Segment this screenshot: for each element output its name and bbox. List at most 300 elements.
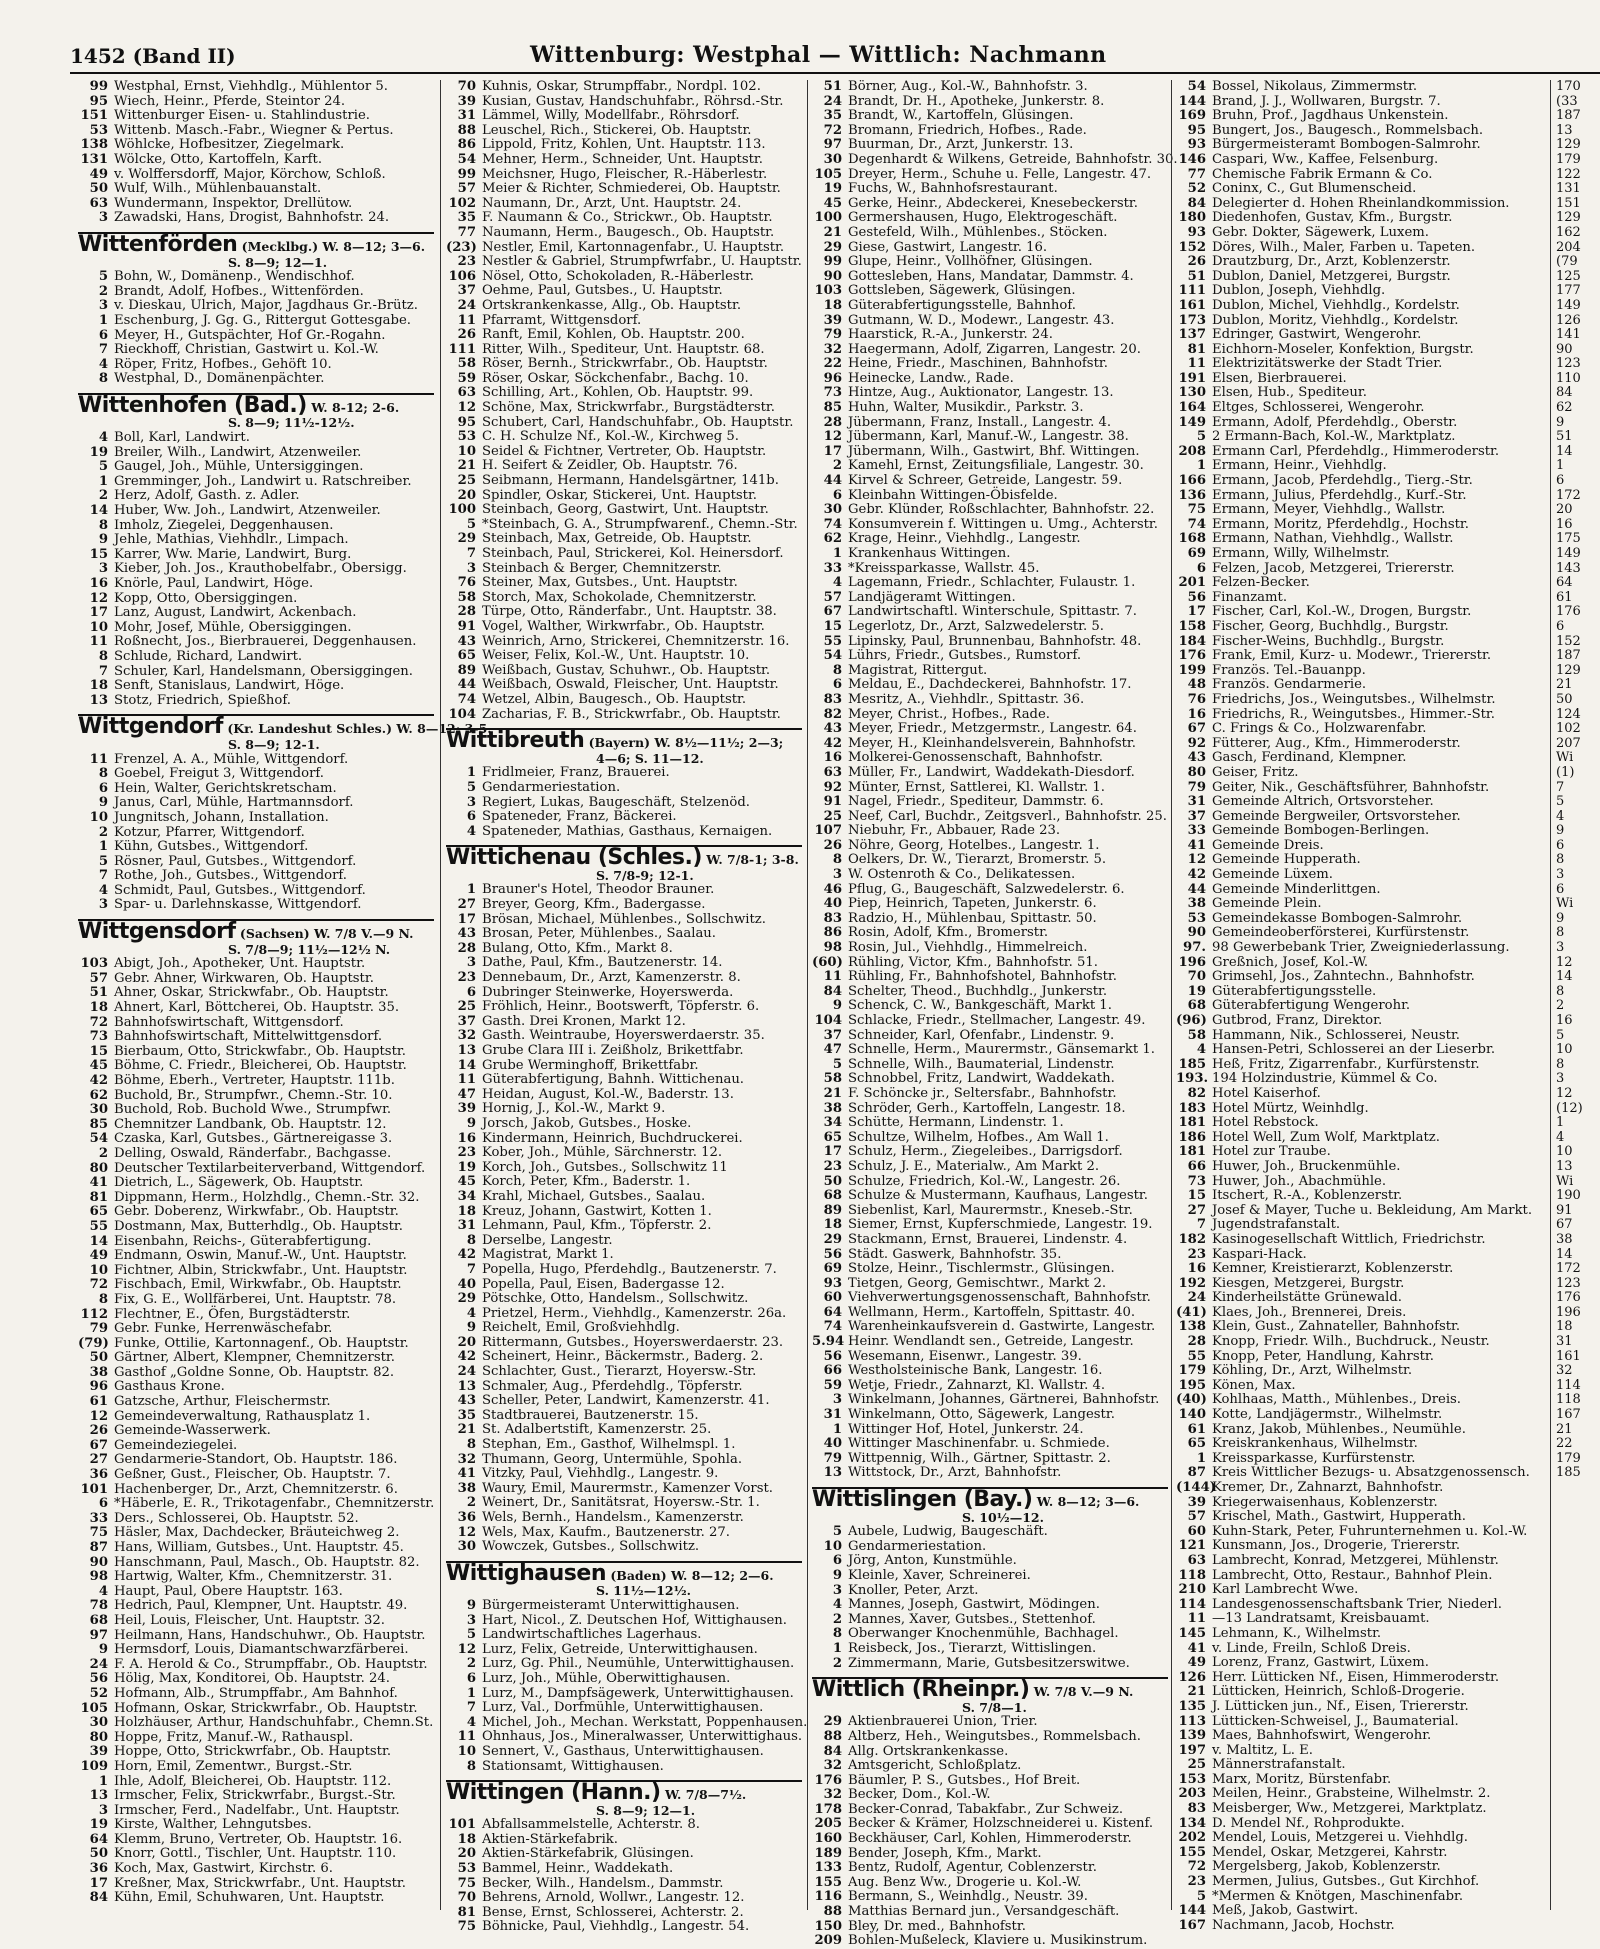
phone-number: 12 xyxy=(457,1641,476,1657)
phone-number: 14 xyxy=(457,1057,476,1073)
phone-number: 54 xyxy=(89,1131,108,1147)
list-item xyxy=(1176,1058,1546,1073)
entry-text: Bley, Dr. med., Bahnhofstr. xyxy=(848,1918,1026,1934)
entry-text: Rittermann, Gutsbes., Hoyerswerdaerstr. 23. xyxy=(482,1334,784,1350)
list-item xyxy=(812,474,1168,489)
phone-number: 104 xyxy=(814,1013,842,1028)
edge-number: 187 xyxy=(1556,108,1581,124)
entry-text: St. Adalbertstift, Kamenzerstr. 25. xyxy=(482,1422,712,1438)
phone-number: 5 xyxy=(1196,429,1206,445)
list-item xyxy=(78,168,434,183)
phone-number: 16 xyxy=(1187,1261,1206,1277)
phone-number: 146 xyxy=(1178,151,1206,167)
list-item xyxy=(78,1862,434,1877)
entry-text: Chemnitzer Landbank, Ob. Hauptstr. 12. xyxy=(114,1116,387,1132)
list-item xyxy=(78,1176,434,1191)
entry-text: Fichtner, Albin, Strickwfabr., Unt. Hauptstr. xyxy=(114,1262,408,1278)
phone-number: 56 xyxy=(1187,589,1206,605)
edge-number: 102 xyxy=(1556,721,1581,737)
list-item xyxy=(1176,1452,1546,1467)
entry-text: F. Schöncke jr., Seltersfabr., Bahnhofstr. xyxy=(848,1085,1117,1101)
phone-number: 89 xyxy=(457,662,476,678)
edge-number: Wi xyxy=(1556,1173,1574,1189)
list-item xyxy=(78,1205,434,1220)
entry-text: Horn, Emil, Zementwr., Burgst.-Str. xyxy=(114,1758,353,1774)
phone-number: 24 xyxy=(457,1364,476,1380)
phone-number: 20 xyxy=(457,1846,476,1862)
entry-text: Lurz, Joh., Mühle, Oberwittighausen. xyxy=(482,1670,731,1686)
entry-text: Fütterer, Aug., Kfm., Himmeroderstr. xyxy=(1212,735,1461,751)
entry-text: Eschenburg, J. Gg. G., Rittergut Gottesgabe. xyxy=(114,312,411,328)
list-item xyxy=(1176,284,1546,299)
entry-text: Meyer, H., Gutspächter, Hof Gr.-Rogahn. xyxy=(114,327,386,343)
entry-text: Hedrich, Paul, Klempner, Unt. Hauptstr. 49. xyxy=(114,1598,408,1614)
list-item xyxy=(78,1468,434,1483)
phone-number: 60 xyxy=(823,1290,842,1306)
entry-text: Kreuz, Johann, Gastwirt, Kotten 1. xyxy=(482,1203,712,1219)
entry-text: *Kreissparkasse, Wallstr. 45. xyxy=(848,560,1040,576)
edge-number: 5 xyxy=(1556,794,1565,810)
list-item xyxy=(78,1001,434,1016)
phone-number: 61 xyxy=(89,1394,108,1410)
list-item xyxy=(812,1759,1168,1774)
entry-text: Wowczek, Gutsbes., Sollschwitz. xyxy=(482,1539,700,1555)
entry-text: Becker, Wilh., Handelsm., Dammstr. xyxy=(482,1875,724,1891)
list-item xyxy=(1176,1510,1546,1525)
entry-text: Gemeinde Bombogen-Berlingen. xyxy=(1212,823,1430,839)
phone-number: 8 xyxy=(832,1626,842,1642)
entry-text: Schulz, Herm., Ziegeleibes., Darrigsdorf. xyxy=(848,1144,1123,1160)
list-item xyxy=(1176,1627,1546,1642)
entry-text: Ahnert, Karl, Böttcherei, Ob. Hauptstr. 35. xyxy=(114,1000,400,1016)
list-item xyxy=(446,226,802,241)
phone-number: 176 xyxy=(814,1772,842,1788)
edge-number: 126 xyxy=(1556,312,1581,328)
list-item xyxy=(446,1687,802,1702)
phone-number: 197 xyxy=(1178,1742,1206,1758)
entry-text: Landwirtschaftl. Winterschule, Spittastr. 7. xyxy=(848,604,1137,620)
phone-number: 66 xyxy=(823,1363,842,1379)
phone-number: 36 xyxy=(89,1861,108,1877)
phone-number: 21 xyxy=(1187,1684,1206,1700)
phone-number: 84 xyxy=(1187,195,1206,211)
entry-text: Ermann, Jacob, Pferdehdlg., Tierg.-Str. xyxy=(1212,473,1473,489)
phone-number: 29 xyxy=(823,1714,842,1730)
list-item xyxy=(812,168,1168,183)
phone-number: 107 xyxy=(814,823,842,839)
list-item xyxy=(446,796,802,811)
phone-number: 30 xyxy=(823,151,842,167)
edge-number: 162 xyxy=(1556,224,1581,240)
entry-text: Behrens, Arnold, Wollwr., Langestr. 12. xyxy=(482,1890,745,1906)
list-item xyxy=(812,1233,1168,1248)
phone-number: 84 xyxy=(823,1743,842,1759)
list-item xyxy=(1176,1072,1546,1087)
list-item xyxy=(1176,1612,1546,1627)
entry-text: Gärtner, Albert, Klempner, Chemnitzerstr. xyxy=(114,1350,395,1366)
phone-number: 12 xyxy=(1187,852,1206,868)
phone-number: 80 xyxy=(89,1160,108,1176)
entry-text: Aktienbrauerei Union, Trier. xyxy=(848,1714,1038,1730)
entry-text: Kemner, Kreistierarzt, Koblenzerstr. xyxy=(1212,1261,1454,1277)
edge-number: 1 xyxy=(1556,458,1565,474)
list-item xyxy=(812,532,1168,547)
list-item xyxy=(446,1643,802,1658)
phone-number: 60 xyxy=(1187,1523,1206,1539)
list-item xyxy=(812,605,1168,620)
list-item xyxy=(1176,1919,1546,1934)
list-item xyxy=(812,211,1168,226)
phone-number: 45 xyxy=(89,1058,108,1074)
phone-number: 53 xyxy=(457,1861,476,1877)
entry-text: Irmscher, Ferd., Nadelfabr., Unt. Hauptstr. xyxy=(114,1802,400,1818)
place-heading xyxy=(446,845,802,871)
list-item xyxy=(812,693,1168,708)
list-item xyxy=(446,1059,802,1074)
phone-number: 33 xyxy=(89,1510,108,1526)
phone-number: 30 xyxy=(823,502,842,518)
entry-text: *Häberle, E. R., Trikotagenfabr., Chemnitzerstr. xyxy=(114,1496,435,1512)
list-item xyxy=(812,853,1168,868)
list-item xyxy=(1176,926,1546,941)
list-item xyxy=(78,1220,434,1235)
office-hours: (Bayern) W. 8½—11½; 2—3; xyxy=(584,735,784,751)
phone-number: 181 xyxy=(1178,1144,1206,1160)
phone-number: 83 xyxy=(823,910,842,926)
entry-text: Gasth. Weintraube, Hoyerswerdaerstr. 35. xyxy=(482,1028,765,1044)
phone-number: 191 xyxy=(1178,370,1206,386)
phone-number: 11 xyxy=(1187,1611,1206,1627)
phone-number: 9 xyxy=(832,998,842,1014)
entry-text: Brösan, Michael, Mühlenbes., Sollschwitz. xyxy=(482,911,766,927)
phone-number: 126 xyxy=(1178,1669,1206,1685)
entry-text: Dennebaum, Dr., Arzt, Kamenzerstr. 8. xyxy=(482,970,741,986)
list-item xyxy=(1176,1685,1546,1700)
phone-number: 155 xyxy=(1178,1844,1206,1860)
list-item xyxy=(812,1613,1168,1628)
office-hours-line2: S. 7/8—1. xyxy=(962,1699,1027,1715)
phone-number: 73 xyxy=(89,1029,108,1045)
list-item xyxy=(1176,868,1546,883)
phone-number: 77 xyxy=(1187,166,1206,182)
entry-text: Röser, Bernh., Strickwrfabr., Ob. Hauptstr. xyxy=(482,356,768,372)
list-item xyxy=(812,401,1168,416)
entry-text: Französ. Tel.-Bauanpp. xyxy=(1212,662,1366,678)
phone-number: 25 xyxy=(457,999,476,1015)
list-item xyxy=(446,781,802,796)
entry-text: Landesgenossenschaftsbank Trier, Niederl. xyxy=(1212,1596,1502,1612)
page-number: 1452 (Band II) xyxy=(70,44,236,68)
entry-text: Leuschel, Rich., Stickerei, Ob. Hauptstr. xyxy=(482,122,752,138)
entry-text: Oelkers, Dr. W., Tierarzt, Bromerstr. 5. xyxy=(848,852,1107,868)
entry-text: Rosin, Adolf, Kfm., Bromerstr. xyxy=(848,925,1049,941)
list-item xyxy=(1176,722,1546,737)
phone-number: 5 xyxy=(832,1056,842,1072)
entry-text: Gemeinde Bergweiler, Ortsvorsteher. xyxy=(1212,808,1461,824)
phone-number: 7 xyxy=(98,663,108,679)
phone-number: 51 xyxy=(1187,268,1206,284)
entry-text: Wundermann, Inspektor, Drellütow. xyxy=(114,195,353,211)
edge-number: 4 xyxy=(1556,808,1565,824)
entry-text: Hanschmann, Paul, Masch., Ob. Hauptstr. 82. xyxy=(114,1554,420,1570)
list-item xyxy=(1176,635,1546,650)
entry-text: Schmidt, Paul, Gutsbes., Wittgendorf. xyxy=(114,882,366,898)
place-heading xyxy=(812,1677,1168,1703)
phone-number: 54 xyxy=(1187,79,1206,94)
phone-number: 99 xyxy=(457,166,476,182)
entry-text: Czaska, Karl, Gutsbes., Gärtnereigasse 3. xyxy=(114,1131,393,1147)
phone-number: 66 xyxy=(1187,1158,1206,1174)
phone-number: 90 xyxy=(823,268,842,284)
phone-number: 192 xyxy=(1178,1275,1206,1291)
phone-number: 13 xyxy=(89,1788,108,1804)
edge-column xyxy=(1556,80,1600,1920)
phone-number: 37 xyxy=(457,1013,476,1029)
list-item xyxy=(812,255,1168,270)
phone-number: 44 xyxy=(1187,881,1206,897)
entry-text: Kuhn-Stark, Peter, Fuhrunternehmen u. Kol.-W. xyxy=(1212,1523,1528,1539)
entry-text: Heß, Fritz, Zigarrenfabr., Kurfürstenstr. xyxy=(1212,1056,1480,1072)
phone-number: 6 xyxy=(98,327,108,343)
phone-number: 41 xyxy=(457,1466,476,1482)
phone-number: 61 xyxy=(1187,1421,1206,1437)
phone-number: 2 xyxy=(832,1611,842,1627)
phone-number: 98 xyxy=(89,1569,108,1585)
entry-text: *Mermen & Knötgen, Maschinenfabr. xyxy=(1212,1888,1464,1904)
phone-number: 74 xyxy=(1187,516,1206,532)
phone-number: 210 xyxy=(1178,1582,1206,1598)
phone-number: 38 xyxy=(1187,896,1206,912)
entry-text: Gebr. Doberenz, Wirkwfabr., Ob. Hauptstr. xyxy=(114,1204,399,1220)
entry-text: Wels, Bernh., Handelsm., Kamenzerstr. xyxy=(482,1510,744,1525)
phone-number: 11 xyxy=(457,1729,476,1745)
list-item xyxy=(446,1132,802,1147)
phone-number: 19 xyxy=(823,181,842,197)
phone-number: 3 xyxy=(832,1582,842,1598)
list-item xyxy=(1176,1116,1546,1131)
edge-number: 196 xyxy=(1556,1304,1581,1320)
entry-text: Schulz, J. E., Materialw., Am Markt 2. xyxy=(848,1158,1100,1174)
list-item xyxy=(78,1789,434,1804)
entry-text: Hart, Nicol., Z. Deutschen Hof, Wittighausen. xyxy=(482,1612,787,1628)
phone-number: 102 xyxy=(448,195,476,211)
entry-text: Steinbach, Max, Getreide, Ob. Hauptstr. xyxy=(482,531,752,547)
phone-number: 79 xyxy=(89,1321,108,1337)
entry-text: Storch, Max, Schokolade, Chemnitzerstr. xyxy=(482,589,757,605)
entry-text: Schultze, Wilhelm, Hofbes., Am Wall 1. xyxy=(848,1129,1109,1145)
list-item xyxy=(78,957,434,972)
entry-text: Zawadski, Hans, Drogist, Bahnhofstr. 24. xyxy=(114,210,390,226)
edge-number: 6 xyxy=(1556,881,1565,897)
edge-number: 8 xyxy=(1556,1056,1565,1072)
edge-number: 84 xyxy=(1556,385,1573,401)
entry-text: Meyer, Friedr., Metzgermstr., Langestr. 64. xyxy=(848,721,1137,737)
entry-text: Gendarmeriestation. xyxy=(482,779,621,795)
entry-text: Börner, Aug., Kol.-W., Bahnhofstr. 3. xyxy=(848,79,1088,94)
list-item xyxy=(1176,445,1546,460)
phone-number: 4 xyxy=(832,575,842,591)
phone-number: 133 xyxy=(814,1860,842,1876)
list-item xyxy=(812,1248,1168,1263)
entry-text: Wittpennig, Wilh., Gärtner, Spittastr. 2. xyxy=(848,1450,1111,1466)
list-item xyxy=(78,592,434,607)
entry-text: Hans, William, Gutsbes., Unt. Hauptstr. 45. xyxy=(114,1540,404,1555)
list-item xyxy=(446,445,802,460)
list-item xyxy=(78,431,434,446)
entry-text: Haupt, Paul, Obere Hauptstr. 163. xyxy=(114,1583,343,1599)
phone-number: 28 xyxy=(823,414,842,430)
list-item xyxy=(812,1160,1168,1175)
entry-text: Lämmel, Willy, Modellfabr., Röhrsdorf. xyxy=(482,108,740,124)
list-item xyxy=(1176,708,1546,723)
phone-number: 19 xyxy=(89,1817,108,1833)
office-hours: (Sachsen) W. 7/8 V.—9 N. xyxy=(235,926,414,942)
entry-text: Boll, Karl, Landwirt. xyxy=(114,430,250,446)
list-item xyxy=(78,782,434,797)
list-item xyxy=(78,1687,434,1702)
phone-number: 26 xyxy=(1187,254,1206,270)
entry-text: Kreissparkasse, Kurfürstenstr. xyxy=(1212,1450,1416,1466)
phone-number: 31 xyxy=(1187,794,1206,810)
list-item xyxy=(812,1189,1168,1204)
list-item xyxy=(446,620,802,635)
entry-text: Herz, Adolf, Gasth. z. Adler. xyxy=(114,488,300,504)
list-item xyxy=(446,1599,802,1614)
phone-number: 9 xyxy=(466,1320,476,1336)
entry-text: Schubert, Carl, Handschuhfabr., Ob. Hauptstr. xyxy=(482,414,794,430)
list-item xyxy=(1176,1525,1546,1540)
entry-text: Weiser, Felix, Kol.-W., Unt. Hauptstr. 10. xyxy=(482,648,750,664)
list-item xyxy=(812,1350,1168,1365)
entry-text: Aubele, Ludwig, Baugeschäft. xyxy=(848,1524,1048,1540)
column-2 xyxy=(446,79,808,1935)
entry-text: Ermann, Adolf, Pferdehdlg., Oberstr. xyxy=(1212,414,1458,430)
phone-number: 90 xyxy=(1187,925,1206,941)
list-item xyxy=(1176,620,1546,635)
entry-text: Konsumverein f. Wittingen u. Umg., Achterstr. xyxy=(848,516,1158,532)
phone-number: 2 xyxy=(98,1145,108,1161)
phone-number: 33 xyxy=(823,560,842,576)
edge-number: 6 xyxy=(1556,837,1565,853)
list-item xyxy=(1176,416,1546,431)
phone-number: 160 xyxy=(814,1831,842,1847)
list-item xyxy=(1176,853,1546,868)
phone-number: 3 xyxy=(98,210,108,226)
entry-text: Güterabfertigungsstelle. xyxy=(1212,983,1377,999)
phone-number: 50 xyxy=(89,181,108,197)
phone-number: 24 xyxy=(89,1656,108,1672)
entry-text: Altberz, Heh., Weingutsbes., Rommelsbach. xyxy=(848,1728,1141,1744)
entry-text: Hintze, Aug., Auktionator, Langestr. 13. xyxy=(848,385,1114,401)
edge-number: Wi xyxy=(1556,750,1574,766)
phone-number: 144 xyxy=(1178,1903,1206,1919)
phone-number: 202 xyxy=(1178,1830,1206,1846)
list-item xyxy=(446,489,802,504)
phone-number: 152 xyxy=(1178,239,1206,255)
phone-number: 15 xyxy=(823,618,842,634)
entry-text: Güterabfertigung Wengerohr. xyxy=(1212,998,1411,1014)
entry-text: Ohnhaus, Jos., Mineralwasser, Unterwittighaus. xyxy=(482,1729,803,1745)
phone-number: 111 xyxy=(1178,283,1206,299)
phone-number: 36 xyxy=(457,1510,476,1525)
phone-number: 21 xyxy=(823,224,842,240)
office-hours-line2: S. 7/8—9; 11½—12½ N. xyxy=(228,941,391,957)
list-item xyxy=(446,1453,802,1468)
phone-number: 32 xyxy=(457,1028,476,1044)
phone-number: 1 xyxy=(466,882,476,898)
list-item xyxy=(78,826,434,841)
phone-number: 3 xyxy=(98,1802,108,1818)
entry-text: Gendarmeriestation. xyxy=(848,1538,987,1554)
edge-number: 20 xyxy=(1556,502,1573,518)
entry-text: Ermann, Willy, Wilhelmstr. xyxy=(1212,546,1390,561)
list-item xyxy=(1176,1160,1546,1175)
list-item xyxy=(1176,1539,1546,1554)
phone-number: 68 xyxy=(89,1612,108,1628)
phone-number: 65 xyxy=(823,1129,842,1145)
edge-number: 12 xyxy=(1556,1085,1573,1101)
phone-number: 137 xyxy=(1178,327,1206,343)
entry-text: Gebr. Ahner, Wirkwaren, Ob. Hauptstr. xyxy=(114,970,374,986)
list-item xyxy=(446,1511,802,1526)
phone-number: 68 xyxy=(823,1188,842,1204)
phone-number: 43 xyxy=(1187,750,1206,766)
phone-number: 39 xyxy=(457,93,476,109)
edge-number: 176 xyxy=(1556,1290,1581,1306)
edge-number: 122 xyxy=(1556,166,1581,182)
list-item xyxy=(812,416,1168,431)
phone-number: 39 xyxy=(89,1744,108,1760)
phone-number: 7 xyxy=(98,342,108,358)
list-item xyxy=(1176,591,1546,606)
entry-text: Ermann, Moritz, Pferdehdlg., Hochstr. xyxy=(1212,516,1469,532)
list-item xyxy=(446,430,802,445)
list-item xyxy=(446,971,802,986)
phone-number: 40 xyxy=(823,1436,842,1452)
list-item xyxy=(812,1014,1168,1029)
edge-number: 7 xyxy=(1556,779,1565,795)
phone-number: 62 xyxy=(89,1087,108,1103)
entry-text: Dublon, Daniel, Metzgerei, Burgstr. xyxy=(1212,268,1451,284)
phone-number: 5 xyxy=(98,269,108,285)
phone-number: 3 xyxy=(832,1392,842,1408)
phone-number: 49 xyxy=(89,1248,108,1264)
edge-number: 152 xyxy=(1556,633,1581,649)
edge-number: 110 xyxy=(1556,370,1581,386)
list-item xyxy=(1176,328,1546,343)
list-item xyxy=(78,1497,434,1512)
list-item xyxy=(446,532,802,547)
phone-number: 184 xyxy=(1178,633,1206,649)
phone-number: 50 xyxy=(823,1173,842,1189)
entry-text: Kranz, Jakob, Mühlenbes., Neumühle. xyxy=(1212,1421,1466,1437)
entry-text: Mendel, Oskar, Metzgerei, Kahrstr. xyxy=(1212,1844,1448,1860)
list-item xyxy=(78,694,434,709)
phone-number: 3 xyxy=(98,298,108,314)
phone-number: 103 xyxy=(80,956,108,972)
list-item xyxy=(78,1760,434,1775)
phone-number: 75 xyxy=(457,1919,476,1935)
list-item xyxy=(1176,1335,1546,1350)
list-item xyxy=(78,343,434,358)
list-item xyxy=(1176,1642,1546,1657)
phone-number: 84 xyxy=(823,983,842,999)
list-item xyxy=(78,1804,434,1819)
list-item xyxy=(1176,810,1546,825)
list-item xyxy=(1176,576,1546,591)
entry-text: Viehverwertungsgenossenschaft, Bahnhofstr. xyxy=(848,1290,1151,1306)
list-item xyxy=(812,1642,1168,1657)
